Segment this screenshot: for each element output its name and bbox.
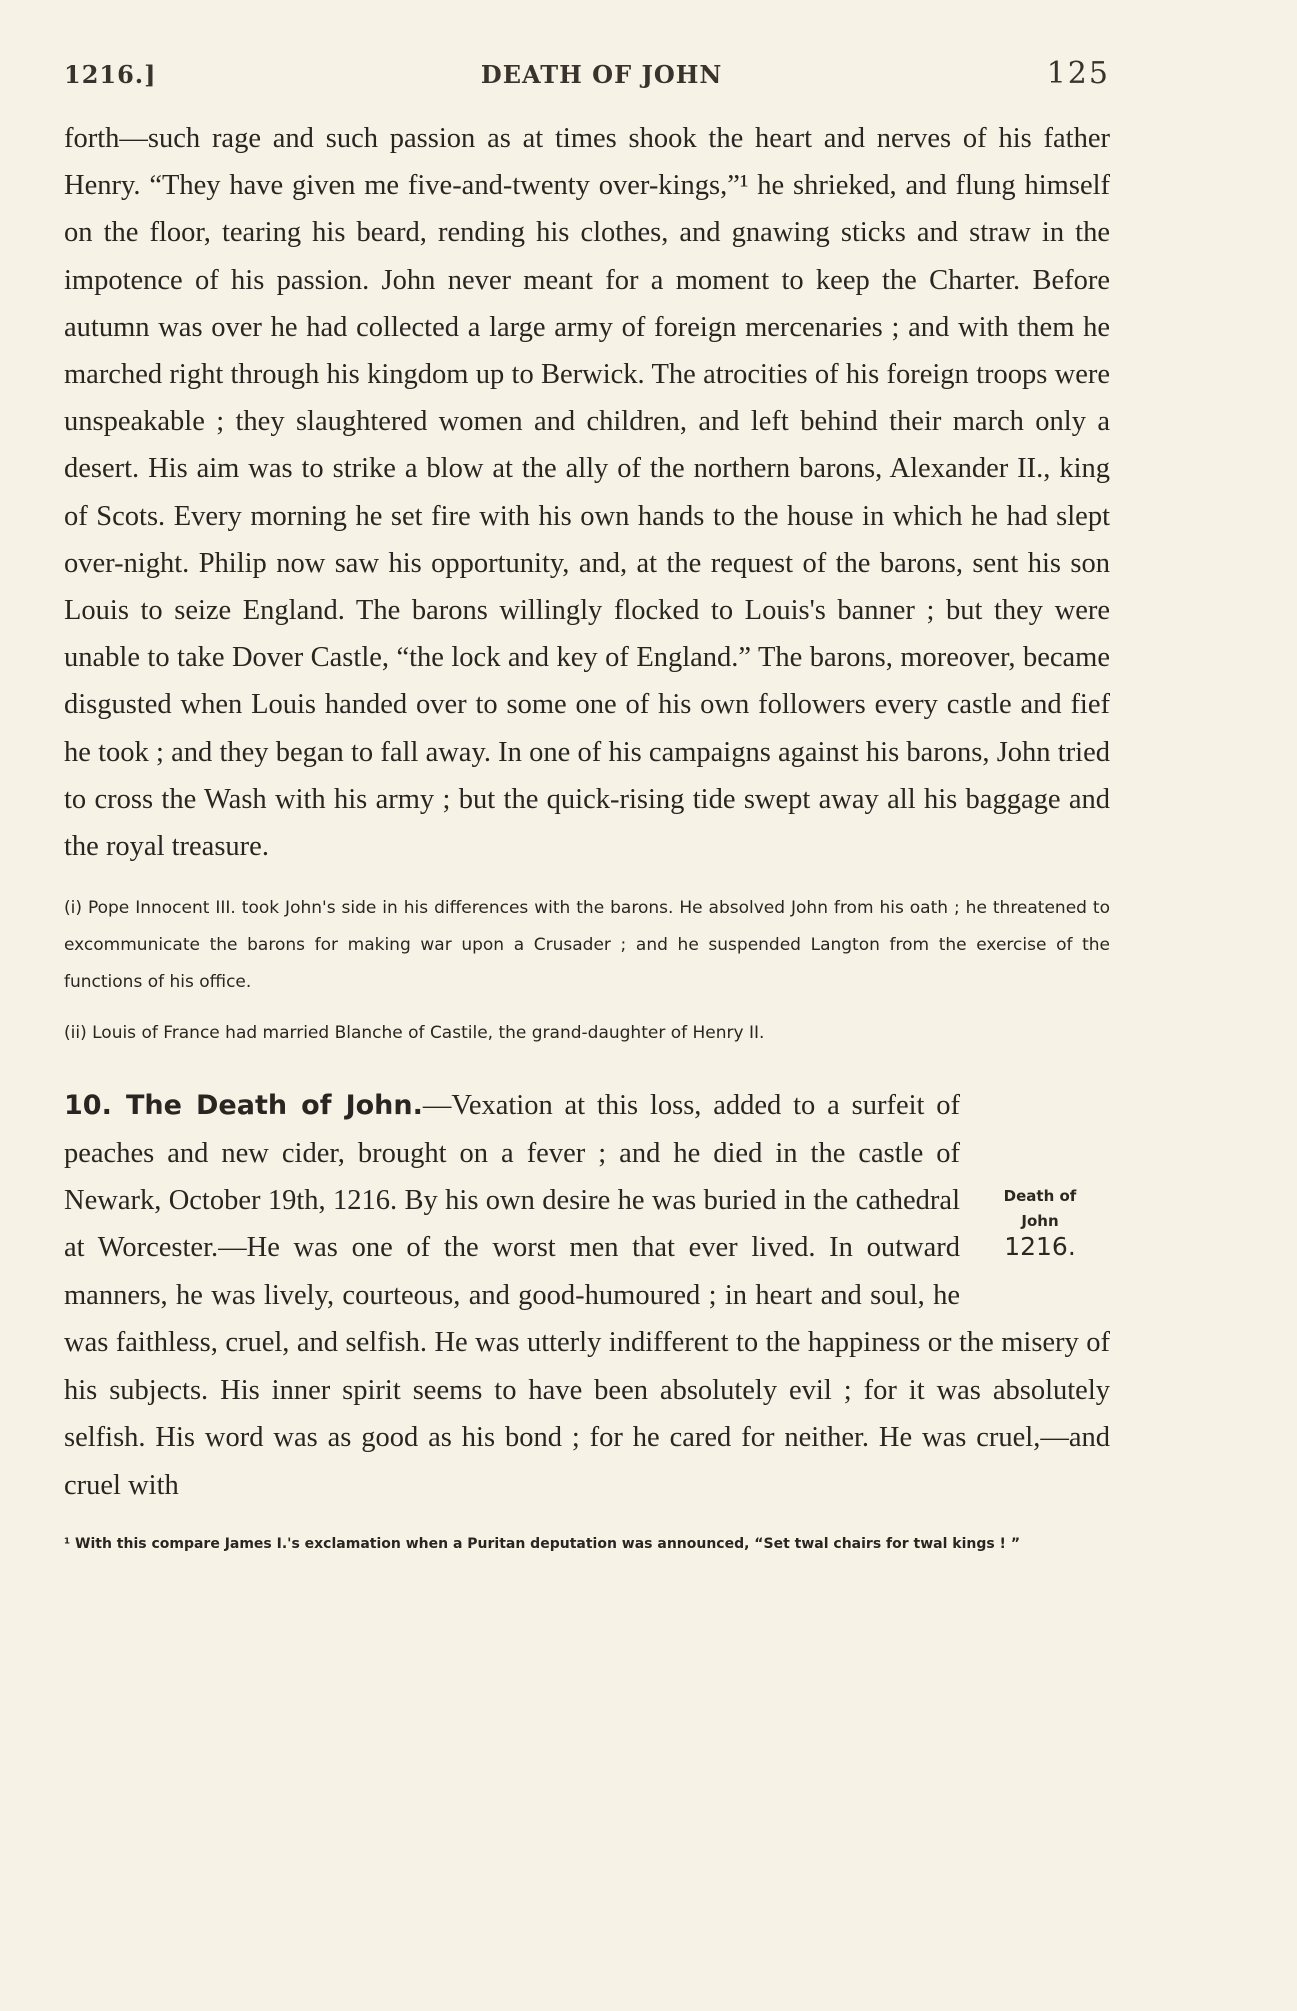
note-ii: (ii) Louis of France had married Blanche of Castile, the grand-daughter of Henry II. — [64, 1023, 765, 1044]
body-paragraph: forth—such rage and such passion as at times shook the heart and nerves of his father Henry. “They have given me five-and-twenty over-kings,”¹ he shrieked, and flung himself on the floor, tearing his beard, rending his clothes, and gnawing sticks and straw in the impotence of his passion. John never meant for a moment to keep the Charter. Before autumn was over he had collected a large army of foreign mercenaries ; and with them he marched right through his kingdom up to Berwick. The atrocities of his foreign troops were unspeakable ; they slaughtered women and children, and left behind their march only a desert. His aim was to strike a blow at the ally of the northern barons, Alexander II., king of Scots. Every morning he set fire with his own hands to the house in which he had slept over-night. Philip now saw his opportunity, and, at the request of the barons, sent his son Louis to seize England. The barons willingly flocked to Louis's banner ; but they were unable to take Dover Castle, “the lock and key of England.” The barons, moreover, became disgusted when Louis handed over to some one of his own followers every castle and fief he took ; and they began to fall away. In one of his campaigns against his barons, John tried to cross the Wash with his army ; but the quick-rising tide swept away all his baggage and the royal treasure. — [64, 123, 1110, 863]
section-title: 10. The Death of John. — [64, 1090, 423, 1122]
notes-block — [64, 890, 1110, 1052]
sidenote-line1: Death of — [1003, 1187, 1077, 1206]
running-header — [64, 56, 1110, 91]
section-opening-text: —Vexation at this loss, added to a surfeit of peaches and new cider, brought on a fever ; and he died in the castle of Newark, October 19th, 1216. By his own desire he was buried in the cathedral at Worcester.—He was one of the worst men that ever lived. In outward manners, he was lively, courteous, and good-humoured ; in heart and soul, he was faithless, cruel, and selfish. He was utterly indifferent to the happiness or the misery of his subjects. His inner spirit seems to have been absolutely evil ; for it was absolutely selfish. His word was as good as his bond ; for he cared for neither. He was cruel,—and cruel with — [64, 1090, 1110, 1501]
header-year: 1216.] — [64, 60, 157, 89]
section-death-of-john — [64, 1082, 1110, 1509]
footnote: ¹ With this compare James I.'s exclamation when a Puritan deputation was announced, “Set twal chairs for twal kings ! ” — [64, 1535, 1021, 1552]
sidenote-line2: John — [1021, 1212, 1059, 1231]
book-page — [64, 56, 1110, 1557]
sidenote-year: 1216. — [1004, 1232, 1076, 1262]
section-paragraph — [64, 1082, 1110, 1509]
header-title: DEATH OF JOHN — [480, 60, 723, 89]
margin-sidenote — [975, 1182, 1105, 1262]
note-i: (i) Pope Innocent III. took John's side in his differences with the barons. He absolved John from his oath ; he threatened to excommunicate the barons for making war upon a Crusader ; and he suspended Langton from the exercise of the functions of his office. — [64, 898, 1110, 993]
page-number: 125 — [1046, 56, 1110, 91]
